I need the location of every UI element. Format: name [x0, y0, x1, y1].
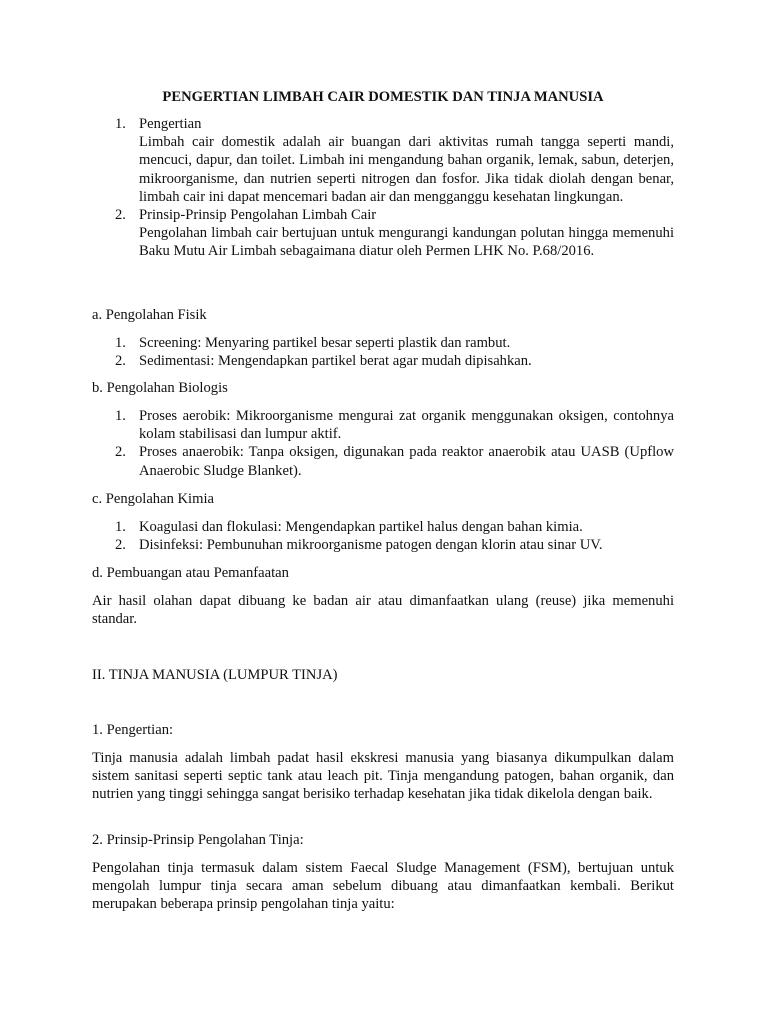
list-number: 1.	[115, 519, 126, 535]
list-item-body: Limbah cair domestik adalah air buangan dari aktivitas rumah tangga seperti mandi, mencuci, dapur, dan toilet. Limbah ini mengandung bahan organik, lemak, sabun, deterjen, mikroorganisme, dan nutrien seperti nitrogen dan fosfor. Jika tidak diolah dengan benar, limbah cair ini dapat mencemari badan air dan mengganggu kesehatan lingkungan.	[139, 134, 674, 205]
list-item	[92, 407, 674, 443]
list-item-text: Sedimentasi: Mengendapkan partikel berat agar mudah dipisahkan.	[139, 353, 532, 370]
list-item-text: Koagulasi dan flokulasi: Mengendapkan partikel halus dengan bahan kimia.	[139, 519, 583, 535]
list-item-body: Pengolahan limbah cair bertujuan untuk mengurangi kandungan polutan hingga memenuhi Baku Mutu Air Limbah sebagaimana diatur oleh Permen LHK No. P.68/2016.	[139, 225, 674, 260]
list-item-text: Proses aerobik: Mikroorganisme mengurai zat organik menggunakan oksigen, contohnya kolam stabilisasi dan lumpur aktif.	[139, 408, 674, 443]
list-number: 2.	[115, 207, 126, 224]
paragraph-pembuangan: Air hasil olahan dapat dibuang ke badan air atau dimanfaatkan ulang (reuse) jika memenuhi standar.	[92, 593, 674, 628]
paragraph-pengertian: Tinja manusia adalah limbah padat hasil ekskresi manusia yang biasanya dikumpulkan dalam sistem sanitasi seperti septic tank atau leach pit. Tinja mengandung patogen, bahan organik, dan nutrien yang tinggi sehingga sangat berisiko terhadap kesehatan jika tidak dikelola dengan baik.	[92, 750, 674, 803]
list-item	[92, 115, 674, 206]
list-item	[92, 518, 674, 536]
list-number: 1.	[115, 335, 126, 351]
list-item	[92, 352, 674, 370]
list-item	[92, 443, 674, 479]
list-item-text: Screening: Menyaring partikel besar seperti plastik dan rambut.	[139, 335, 511, 351]
subheading-prinsip: 2. Prinsip-Prinsip Pengolahan Tinja:	[92, 832, 304, 848]
list-item	[92, 334, 674, 352]
fisik-list	[92, 334, 674, 370]
subheading-pembuangan: d. Pembuangan atau Pemanfaatan	[92, 565, 289, 581]
biologis-list	[92, 407, 674, 480]
list-item	[92, 206, 674, 261]
list-item-heading: Pengertian	[139, 116, 202, 132]
section-two-heading: II. TINJA MANUSIA (LUMPUR TINJA)	[92, 667, 338, 683]
list-item	[92, 536, 674, 554]
list-item-text: Proses anaerobik: Tanpa oksigen, digunakan pada reaktor anaerobik atau UASB (Upflow Anaerobic Sludge Blanket).	[139, 444, 674, 479]
list-item-text: Disinfeksi: Pembunuhan mikroorganisme patogen dengan klorin atau sinar UV.	[139, 537, 603, 554]
list-number: 2.	[115, 537, 126, 554]
list-number: 1.	[115, 408, 126, 424]
subheading-pengertian: 1. Pengertian:	[92, 722, 174, 738]
subheading-biologis: b. Pengolahan Biologis	[92, 380, 228, 396]
paragraph-prinsip: Pengolahan tinja termasuk dalam sistem Faecal Sludge Management (FSM), bertujuan untuk mengolah lumpur tinja secara aman sebelum dibuang atau dimanfaatkan kembali. Berikut merupakan beberapa prinsip pengolahan tinja yaitu:	[92, 860, 674, 913]
document-title: PENGERTIAN LIMBAH CAIR DOMESTIK DAN TINJA MANUSIA	[162, 89, 604, 105]
subheading-kimia: c. Pengolahan Kimia	[92, 491, 214, 507]
section-one-list	[92, 115, 674, 261]
list-number: 2.	[115, 444, 126, 461]
kimia-list	[92, 518, 674, 554]
list-number: 1.	[115, 116, 126, 132]
list-item-heading: Prinsip-Prinsip Pengolahan Limbah Cair	[139, 207, 377, 224]
subheading-fisik: a. Pengolahan Fisik	[92, 307, 207, 323]
list-number: 2.	[115, 353, 126, 370]
